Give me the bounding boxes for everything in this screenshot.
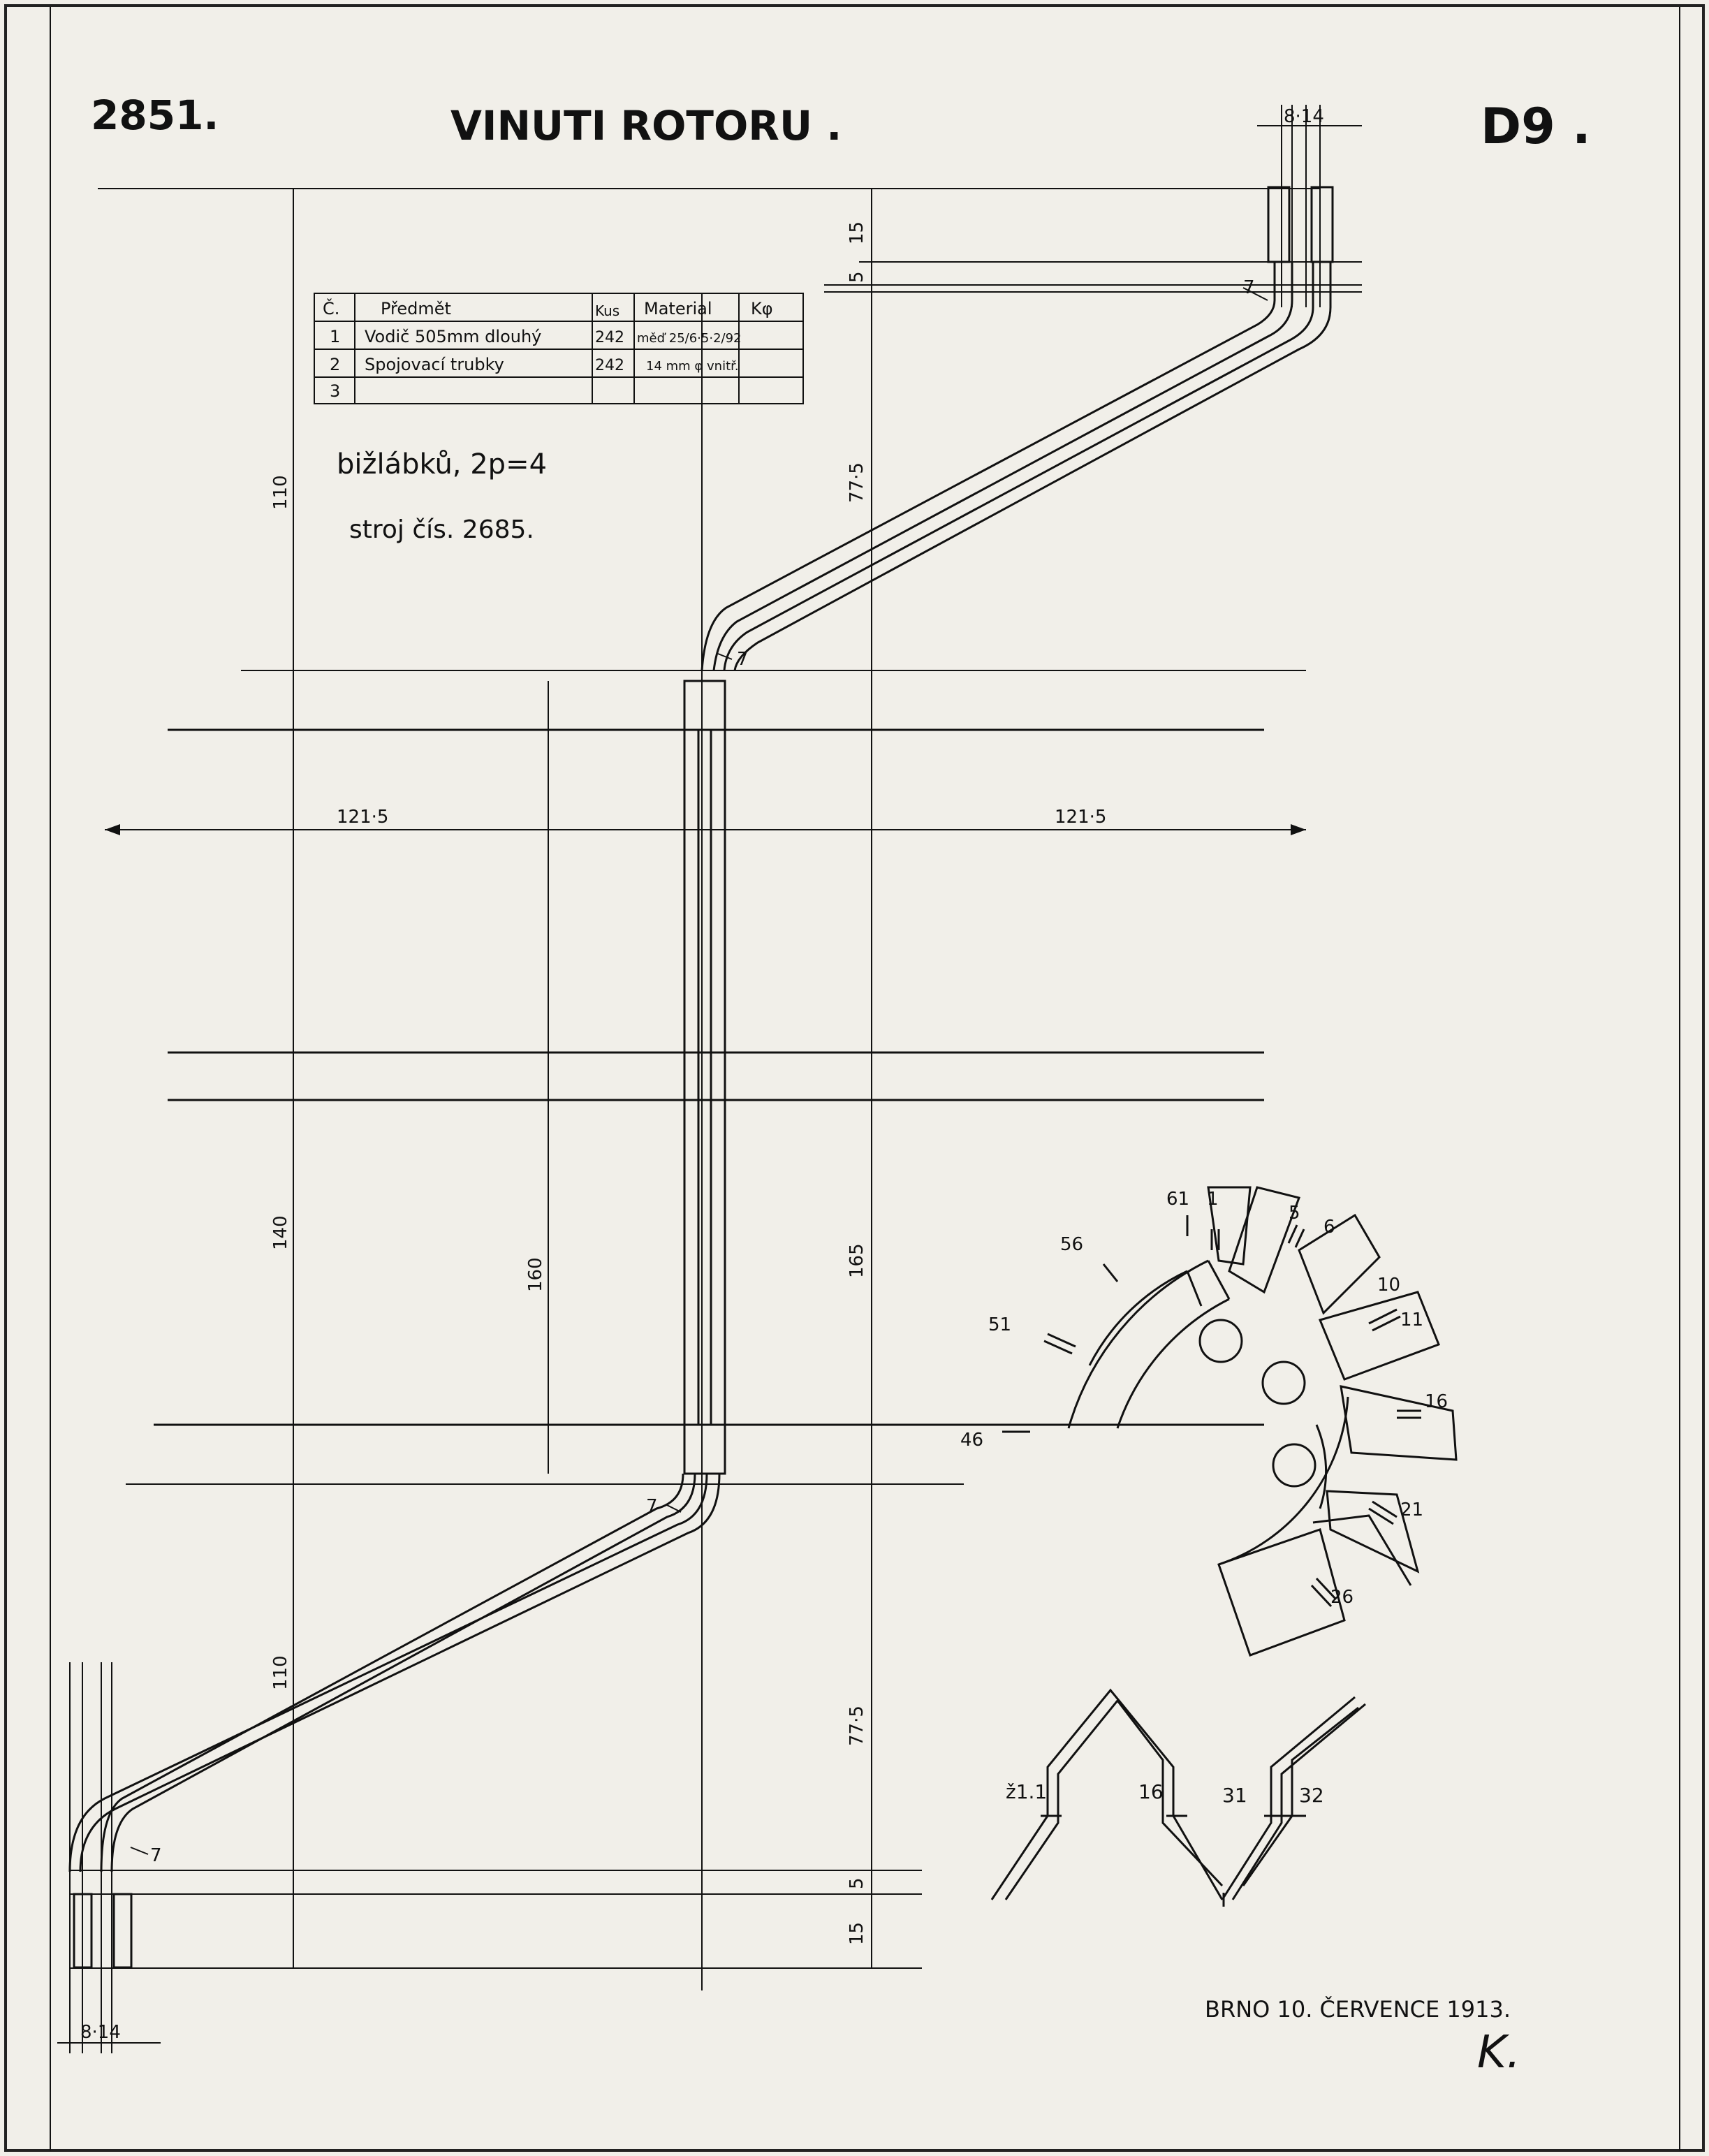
- dim-left-110-bottom: 110: [270, 1655, 291, 1690]
- connection-label-32: 32: [1299, 1784, 1324, 1807]
- bend-mid-top-leader: [718, 654, 732, 659]
- dim-top-5: 5: [846, 271, 867, 283]
- bend-mid-bottom: 7: [646, 1496, 658, 1517]
- bend-bottom: 7: [150, 1845, 162, 1866]
- dim-bot-775: 77·5: [846, 1706, 867, 1746]
- winding-label-5: 5: [1289, 1203, 1300, 1224]
- vertical-dimension-lines: [57, 105, 1362, 2053]
- dim-bottom-width: 8·14: [80, 2022, 121, 2043]
- dim-right-half: 121·5: [1055, 807, 1107, 828]
- dim-left-110-top: 110: [270, 475, 291, 510]
- winding-label-1: 1: [1207, 1189, 1219, 1210]
- bend-top: 7: [1243, 277, 1255, 298]
- connection-labels: [1006, 1780, 1324, 1807]
- dim-mid-165: 165: [846, 1243, 867, 1278]
- signature: K.: [1477, 2027, 1521, 2078]
- table-header-k: Kφ: [751, 299, 773, 318]
- note-machine: stroj čís. 2685.: [349, 515, 534, 544]
- dim-left-half: 121·5: [337, 807, 389, 828]
- drawing-number: 2851.: [91, 91, 219, 139]
- dim-left-140: 140: [270, 1215, 291, 1250]
- place-date: BRNO 10. ČERVENCE 1913.: [1205, 1996, 1511, 2023]
- sheet-code: D9 .: [1481, 98, 1591, 155]
- connection-label-16: 16: [1138, 1780, 1164, 1803]
- winding-ticks: [1002, 1215, 1424, 1606]
- bend-mid-top: 7: [737, 649, 749, 670]
- table-r1-no: 1: [330, 327, 341, 346]
- winding-label-21: 21: [1400, 1499, 1424, 1520]
- dim-top-15: 15: [846, 221, 867, 244]
- connection-label-31: 31: [1222, 1784, 1247, 1807]
- table-r1-qty: 242: [595, 329, 624, 346]
- dim-inner-160: 160: [525, 1257, 546, 1292]
- winding-label-56: 56: [1060, 1234, 1084, 1255]
- winding-label-6: 6: [1323, 1217, 1335, 1238]
- table-header-item: Předmět: [381, 299, 451, 318]
- table-r1-item: Vodič 505mm dlouhý: [365, 327, 542, 346]
- bend-mid-bottom-leader: [667, 1505, 681, 1512]
- dim-bot-15: 15: [846, 1921, 867, 1945]
- outer-frame: [6, 6, 1703, 2150]
- table-header-qty: Kus: [595, 302, 620, 319]
- winding-label-11: 11: [1400, 1310, 1424, 1330]
- drawing-title: VINUTI ROTORU .: [450, 102, 842, 149]
- note-slots: bižlábků, 2p=4: [337, 448, 548, 481]
- bend-bottom-leader: [131, 1847, 148, 1854]
- dim-bot-5: 5: [846, 1877, 867, 1889]
- table-r3-no: 3: [330, 381, 341, 401]
- table-header-material: Material: [644, 299, 712, 318]
- winding-label-61: 61: [1166, 1189, 1190, 1210]
- dim-top-width: 8·14: [1284, 106, 1324, 127]
- winding-label-10: 10: [1377, 1275, 1401, 1296]
- winding-label-26: 26: [1330, 1587, 1354, 1608]
- winding-diagram: [1069, 1187, 1456, 1655]
- table-r1-material: měď 25/6·5·2/92: [637, 331, 742, 346]
- reference-lines: [70, 189, 1362, 1968]
- connection-label-z11: ž1.1: [1006, 1780, 1048, 1803]
- table-header-no: Č.: [323, 299, 340, 318]
- winding-labels: [960, 1189, 1448, 1608]
- table-r2-item: Spojovací trubky: [365, 355, 504, 374]
- dim-top-775: 77·5: [846, 462, 867, 503]
- table-r2-material: 14 mm φ vnitř.: [646, 359, 739, 374]
- table-r2-no: 2: [330, 355, 341, 374]
- winding-label-16: 16: [1425, 1391, 1448, 1412]
- winding-label-46: 46: [960, 1430, 984, 1451]
- table-r2-qty: 242: [595, 357, 624, 374]
- winding-label-51: 51: [988, 1314, 1012, 1335]
